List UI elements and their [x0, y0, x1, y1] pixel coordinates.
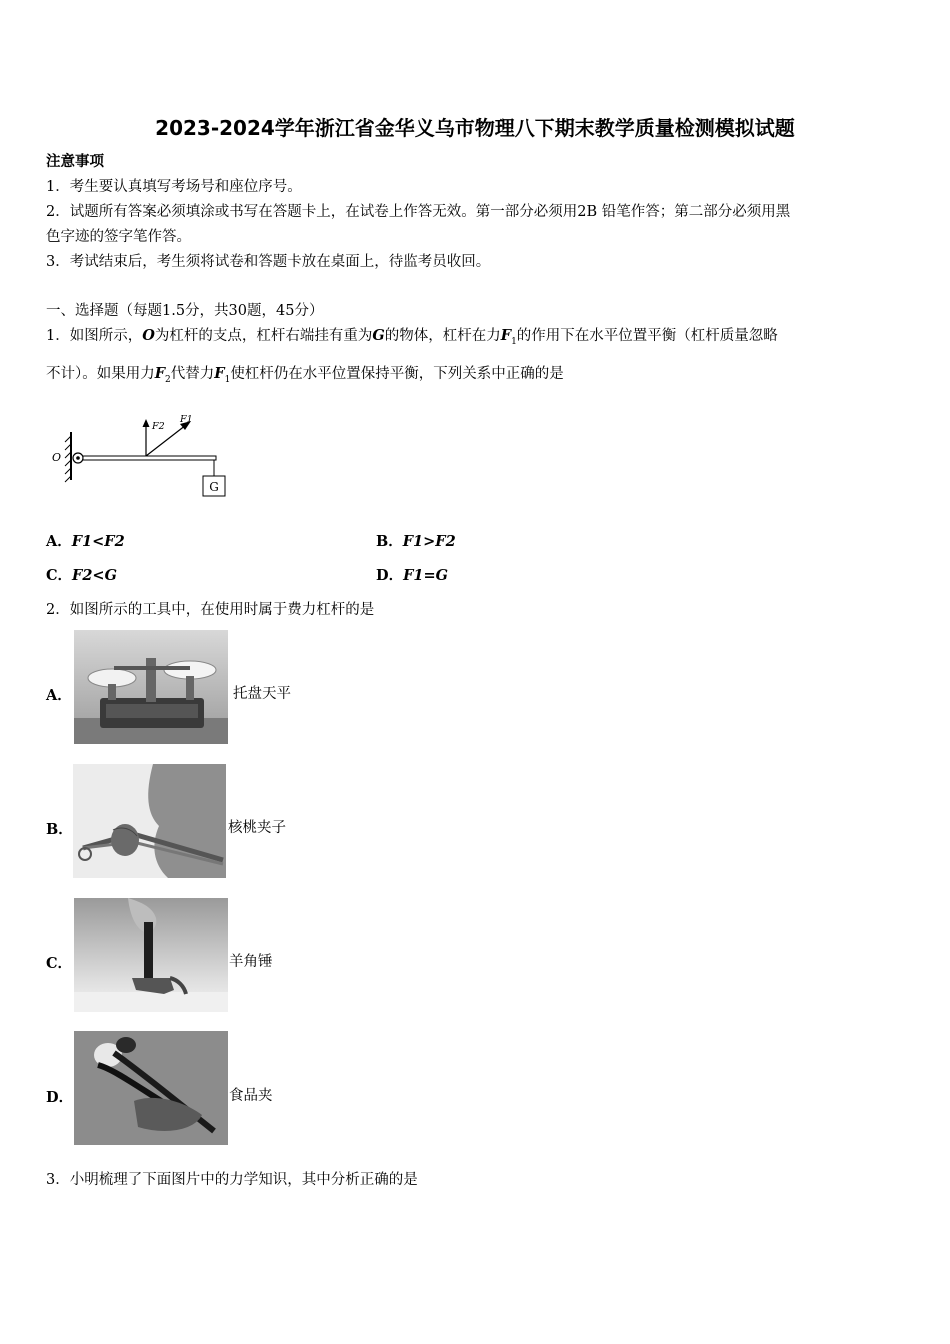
q1-text: 为杠杆的支点，杠杆右端挂有重为: [154, 328, 373, 344]
f2-arrow-head: [143, 419, 150, 427]
q1-text: 使杠杆仍在水平位置保持平衡，下列关系中正确的是: [230, 366, 564, 382]
q3-stem: 3．小明梳理了下面图片中的力学知识，其中分析正确的是: [46, 1172, 418, 1188]
q2-option-d-label[interactable]: D．: [46, 1089, 74, 1106]
q1-text: 代替力: [170, 366, 215, 382]
option-label: A．: [46, 533, 72, 550]
notice-item-1: 1．考生要认真填写考场号和座位序号。: [46, 179, 302, 195]
q1-var-f1: F: [500, 327, 512, 344]
option-label: D．: [376, 567, 404, 584]
q1-text: 1．如图所示，: [46, 328, 143, 344]
option-text: F1=G: [403, 567, 448, 584]
section-heading: 一、选择题（每题1.5分，共30题，45分）: [46, 303, 324, 319]
q2-option-b-caption: 核桃夹子: [228, 820, 286, 836]
page-title: 2023-2024学年浙江省金华义乌市物理八下期末教学质量检测模拟试题: [155, 116, 795, 140]
lever-diagram: [46, 408, 236, 508]
q1-stem-line1: [46, 326, 778, 352]
q2-option-d-caption: 食品夹: [229, 1088, 273, 1104]
q1-sub: 1: [224, 374, 231, 385]
option-label: B．: [376, 533, 403, 550]
q1-sub: 1: [511, 336, 517, 347]
nutcracker-image: [73, 764, 226, 878]
notice-item-3: 3．考试结束后，考生须将试卷和答题卡放在桌面上，待监考员收回。: [46, 254, 491, 270]
option-text: F1<F2: [71, 533, 125, 550]
q1-sub: 2: [165, 374, 171, 385]
notice-heading: 注意事项: [46, 153, 104, 170]
q2-option-c-label[interactable]: C．: [46, 955, 73, 972]
f1-label: F1: [180, 414, 193, 425]
notice-item-2: 2．试题所有答案必须填涂或书写在答题卡上，在试卷上作答无效。第一部分必须用2B 铅笔作答；第二部分必须用黑: [46, 204, 791, 220]
q2-option-a-label[interactable]: A．: [46, 687, 72, 704]
q2-option-b-label[interactable]: B．: [46, 821, 73, 838]
pivot-label: O: [52, 451, 62, 464]
hammer-image: [74, 898, 228, 1012]
q1-text: 的作用下在水平位置平衡（杠杆质量忽略: [516, 328, 778, 344]
f2-label: F2: [152, 421, 165, 432]
q1-option-d[interactable]: [376, 566, 448, 586]
q1-option-a[interactable]: [46, 532, 125, 552]
option-text: F1>F2: [402, 533, 456, 550]
q1-option-c[interactable]: [46, 566, 117, 586]
q1-var-o: O: [142, 327, 155, 344]
q1-text: 的物体，杠杆在力: [384, 328, 501, 344]
q1-option-b[interactable]: [376, 532, 456, 552]
tongs-image: [74, 1031, 228, 1145]
balance-image: [74, 630, 228, 744]
q1-text: 不计）。如果用力: [46, 366, 155, 382]
weight-label: G: [209, 480, 219, 494]
q1-var-f2: F: [154, 365, 166, 382]
pivot-dot: [76, 456, 80, 460]
q2-stem: 2．如图所示的工具中，在使用时属于费力杠杆的是: [46, 602, 375, 618]
option-label: C．: [46, 567, 73, 584]
q2-option-c-caption: 羊角锤: [229, 954, 273, 970]
q1-var-f1: F: [214, 365, 225, 382]
lever-bar: [83, 456, 216, 460]
notice-item-2-cont: 色字迹的签字笔作答。: [46, 229, 191, 245]
q1-stem-line2: [46, 364, 564, 390]
option-text: F2<G: [72, 567, 117, 584]
q1-var-g: G: [372, 327, 385, 344]
q2-option-a-caption: 托盘天平: [233, 686, 291, 702]
